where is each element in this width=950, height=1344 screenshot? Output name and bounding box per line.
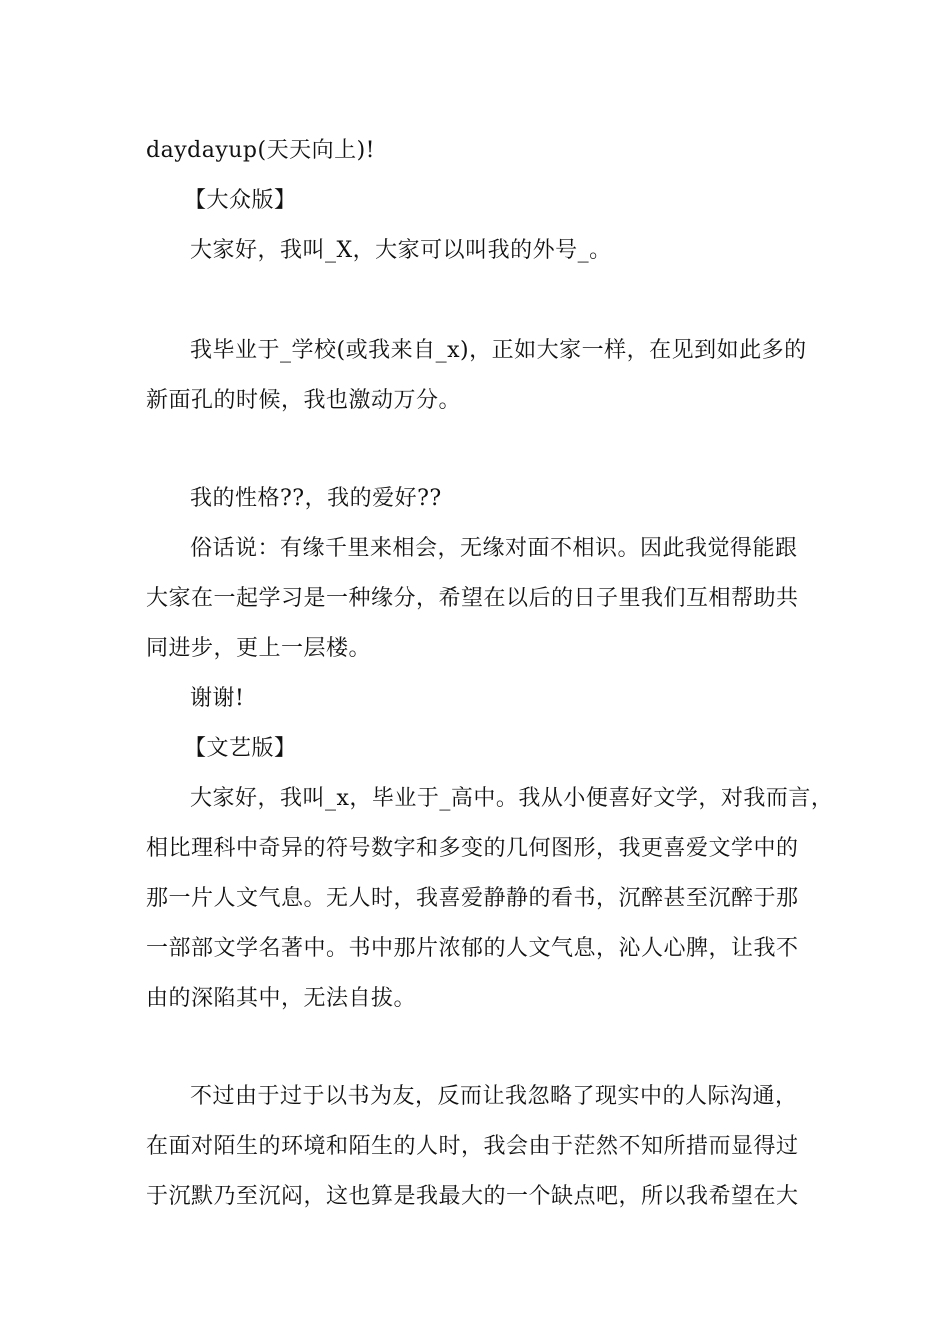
- text-line: 不过由于过于以书为友，反而让我忽略了现实中的人际沟通，: [190, 1084, 798, 1109]
- text-line: 同进步，更上一层楼。: [146, 636, 372, 661]
- text-line: 俗话说：有缘千里来相会，无缘对面不相识。因此我觉得能跟: [190, 536, 798, 561]
- text-line: 我毕业于_学校(或我来自_x)，正如大家一样，在见到如此多的: [190, 338, 807, 363]
- text-line: 新面孔的时候，我也激动万分。: [146, 388, 462, 413]
- text-line: 大家在一起学习是一种缘分，希望在以后的日子里我们互相帮助共: [146, 586, 799, 611]
- section-heading: 【大众版】: [184, 188, 297, 213]
- text-line: 由的深陷其中，无法自拔。: [146, 986, 417, 1011]
- text-line: 谢谢!: [190, 686, 245, 711]
- text-line: daydayup(天天向上)!: [146, 138, 376, 163]
- text-line: 我的性格??，我的爱好??: [190, 486, 442, 511]
- text-line: 大家好，我叫_x，毕业于_高中。我从小便喜好文学，对我而言，: [190, 786, 834, 811]
- text-line: 大家好，我叫_X，大家可以叫我的外号_。: [190, 238, 612, 263]
- text-line: 在面对陌生的环境和陌生的人时，我会由于茫然不知所措而显得过: [146, 1134, 799, 1159]
- text-line: 一部部文学名著中。书中那片浓郁的人文气息，沁人心脾，让我不: [146, 936, 799, 961]
- text-line: 于沉默乃至沉闷，这也算是我最大的一个缺点吧，所以我希望在大: [146, 1184, 799, 1209]
- text-line: 那一片人文气息。无人时，我喜爱静静的看书，沉醉甚至沉醉于那: [146, 886, 799, 911]
- text-line: 相比理科中奇异的符号数字和多变的几何图形，我更喜爱文学中的: [146, 836, 799, 861]
- section-heading: 【文艺版】: [184, 736, 297, 761]
